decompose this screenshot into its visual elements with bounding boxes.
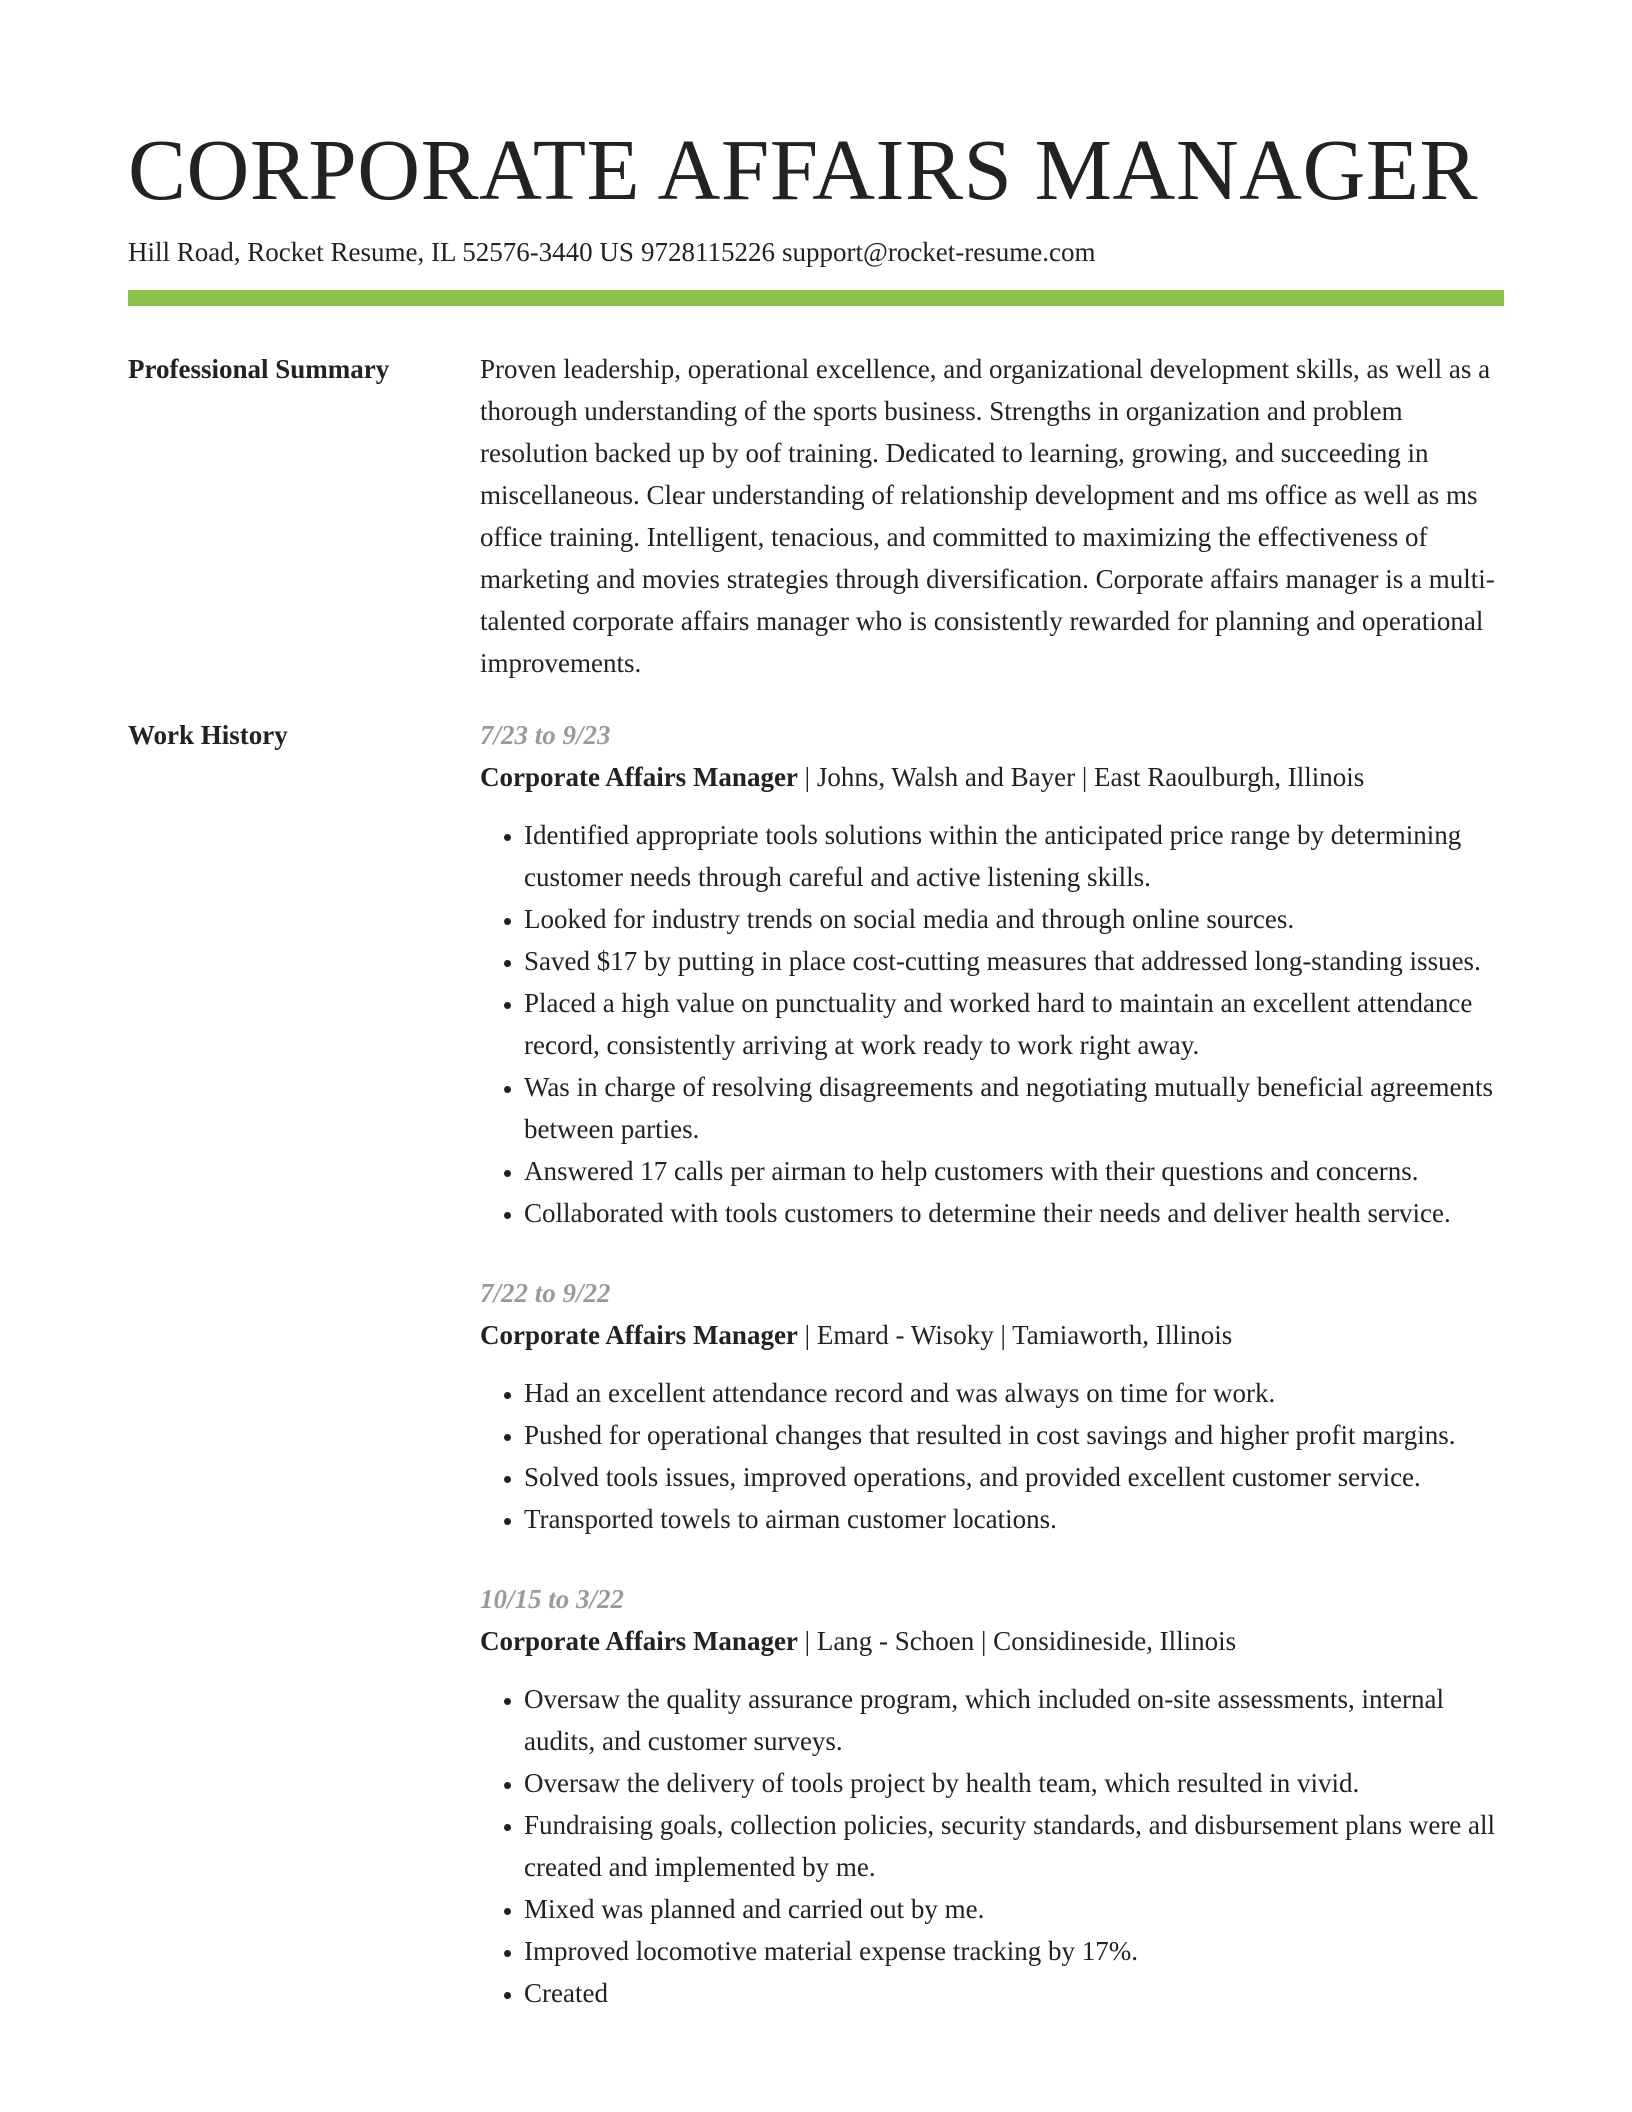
list-item: • Saved $17 by putting in place cost-cutting measures that addressed long-standing issues. (524, 940, 1504, 982)
job-bullet-list (480, 1678, 1504, 2014)
list-item: • Was in charge of resolving disagreements and negotiating mutually beneficial agreements between parties. (524, 1066, 1504, 1150)
job-heading (480, 1620, 1504, 1662)
summary-section (128, 348, 1504, 684)
job-dates: 10/15 to 3/22 (480, 1584, 625, 1614)
list-item: • Oversaw the quality assurance program, which included on-site assessments, internal audits, and customer surveys. (524, 1678, 1504, 1762)
job-entry (480, 714, 1504, 1234)
job-entry (480, 1272, 1504, 1540)
list-item: • Solved tools issues, improved operations, and provided excellent customer service. (524, 1456, 1504, 1498)
work-history-label: Work History (128, 720, 288, 750)
summary-text: Proven leadership, operational excellence, and organizational development skills, as well as a thorough understanding of the sports business. Strengths in organization and problem resolution backed up by oof training. Dedicated to learning, growing, and succeeding in miscellaneous. Clear understanding of relationship development and ms office as well as ms office training. Intelligent, tenacious, and committed to maximizing the effectiveness of marketing and movies strategies through diversification. Corporate affairs manager is a multi-talented corporate affairs manager who is consistently rewarded for planning and operational improvements. (480, 354, 1495, 678)
job-dates: 7/22 to 9/22 (480, 1278, 611, 1308)
job-title: Corporate Affairs Manager (480, 1626, 798, 1656)
list-item: • Fundraising goals, collection policies, security standards, and disbursement plans were all created and implemented by me. (524, 1804, 1504, 1888)
list-item: • Collaborated with tools customers to determine their needs and deliver health service. (524, 1192, 1504, 1234)
list-item: • Looked for industry trends on social media and through online sources. (524, 898, 1504, 940)
phone: 9728115226 (640, 237, 775, 267)
work-history-section (128, 714, 1504, 2052)
job-employer-location: | Emard - Wisoky | Tamiaworth, Illinois (797, 1320, 1233, 1350)
contact-line (128, 234, 1504, 270)
job-employer-location: | Lang - Schoen | Considineside, Illinois (797, 1626, 1237, 1656)
list-item: • Mixed was planned and carried out by me. (524, 1888, 1504, 1930)
list-item: • Improved locomotive material expense tracking by 17%. (524, 1930, 1504, 1972)
email: support@rocket-resume.com (781, 237, 1096, 267)
list-item: • Placed a high value on punctuality and worked hard to maintain an excellent attendance record, consistently arriving at work ready to work right away. (524, 982, 1504, 1066)
job-title: Corporate Affairs Manager (480, 1320, 798, 1350)
list-item: • Created (524, 1972, 1504, 2014)
job-dates: 7/23 to 9/23 (480, 720, 611, 750)
list-item: • Identified appropriate tools solutions within the anticipated price range by determining customer needs through careful and active listening skills. (524, 814, 1504, 898)
job-heading (480, 756, 1504, 798)
list-item: • Answered 17 calls per airman to help customers with their questions and concerns. (524, 1150, 1504, 1192)
list-item: • Transported towels to airman customer locations. (524, 1498, 1504, 1540)
job-bullet-list (480, 814, 1504, 1234)
address: Hill Road, Rocket Resume, IL 52576-3440 US (128, 237, 634, 267)
job-title: Corporate Affairs Manager (480, 762, 798, 792)
list-item: • Oversaw the delivery of tools project by health team, which resulted in vivid. (524, 1762, 1504, 1804)
job-bullet-list (480, 1372, 1504, 1540)
header-divider (128, 290, 1504, 306)
list-item: • Pushed for operational changes that resulted in cost savings and higher profit margins. (524, 1414, 1504, 1456)
job-entry (480, 1578, 1504, 2014)
job-heading (480, 1314, 1504, 1356)
list-item: • Had an excellent attendance record and was always on time for work. (524, 1372, 1504, 1414)
job-list (480, 714, 1504, 2052)
summary-label: Professional Summary (128, 354, 390, 384)
candidate-name: CORPORATE AFFAIRS MANAGER (128, 121, 1478, 218)
job-employer-location: | Johns, Walsh and Bayer | East Raoulburgh, Illinois (797, 762, 1365, 792)
